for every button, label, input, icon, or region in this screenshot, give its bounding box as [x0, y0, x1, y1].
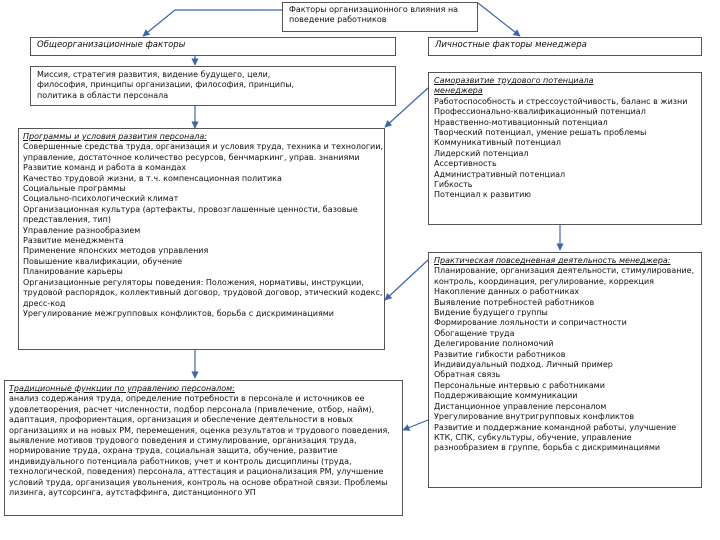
- practical-line: Формирование лояльности и сопричастности: [434, 318, 627, 328]
- practical-line: Накопление данных о работниках: [434, 287, 580, 297]
- self-dev-line: Лидерский потенциал: [434, 148, 529, 158]
- self-dev-line: Творческий потенциал, умение решать проблемы: [434, 128, 647, 138]
- practical-line: Развитие гибкости работников: [434, 349, 566, 359]
- self-dev-line: Работоспособность и стрессоустойчивость, баланс в жизни: [434, 96, 688, 106]
- programs-line: Развитие команд и работа в командах: [23, 163, 187, 173]
- title-line: Факторы организационного влияния на: [289, 5, 459, 14]
- traditional-line: удовлетворения, расчет численности, подбор персонала (привлечение, отбор, найм),: [9, 404, 375, 414]
- traditional-line: адаптация, профориентация, организация и обеспечение деятельности в новых: [9, 415, 354, 425]
- programs-line: Развитие менеджмента: [23, 236, 124, 246]
- self-dev-line: Коммуникативный потенциал: [434, 138, 562, 148]
- programs-line: Организационные регуляторы поведения: Положения, нормативы, инструкции,: [23, 277, 364, 287]
- mission-line: политика в области персонала: [37, 90, 169, 100]
- programs-line: управление, достаточное количество ресурсов, бенчмаркинг, управ. знаниями: [23, 152, 360, 162]
- traditional-line: лизинга, аутсорсинга, аутстаффинга, дистанционного УП: [9, 488, 256, 498]
- programs-box: [18, 128, 385, 350]
- self-development-box: [428, 72, 702, 225]
- org-factors-header: [30, 37, 396, 56]
- traditional-line: технологической, поведения) персонала, аттестация и рационализация РМ, улучшение: [9, 467, 384, 477]
- practical-activity-box: [428, 252, 702, 488]
- self-dev-line: Гибкость: [434, 180, 473, 190]
- programs-line: Качество трудовой жизни, в т.ч. компенсационная политика: [23, 173, 282, 183]
- programs-line: Организационная культура (артефакты, провозглашенные ценности, базовые: [23, 204, 358, 214]
- programs-line: трудовой распорядок, коллективный договор, трудовой договор, этический кодекс,: [23, 288, 383, 298]
- mission-box: [30, 66, 396, 106]
- traditional-line: нормирование труда, охрана труда, социальная защита, обучение, развитие: [9, 446, 338, 456]
- practical-line: Видение будущего группы: [434, 308, 548, 318]
- self-dev-line: Ассертивность: [434, 159, 497, 169]
- practical-line: Индивидуальный подход. Личный пример: [434, 360, 613, 370]
- traditional-heading: Традиционные функции по управлению персоналом:: [9, 384, 235, 393]
- programs-line: Урегулирование межгрупповых конфликтов, борьба с дискриминациями: [23, 308, 334, 318]
- practical-line: Дистанционное управление персоналом: [434, 401, 607, 411]
- programs-line: Планирование карьеры: [23, 267, 123, 277]
- traditional-line: условий труда, организация увольнения, контроль на основе обратной связи. Проблемы: [9, 477, 388, 487]
- practical-line: Выявление потребностей работников: [434, 297, 595, 307]
- practical-line: Планирование, организация деятельности, стимулирование,: [434, 266, 695, 276]
- programs-line: Социально-психологический климат: [23, 194, 179, 204]
- programs-line: дресс-код: [23, 298, 66, 308]
- arrow-title-to-personal: [478, 3, 520, 36]
- practical-line: Развитие и поддержание командной работы, улучшение: [434, 422, 677, 432]
- title-line: поведение работников: [289, 15, 387, 25]
- programs-line: Совершенные средства труда, организация и условия труда, техника и технологии,: [23, 142, 383, 152]
- practical-line: Персональные интервью с работниками: [434, 380, 605, 390]
- title-box: [282, 2, 478, 32]
- programs-heading: Программы и условия развития персонала:: [23, 132, 207, 141]
- practical-heading: Практическая повседневная деятельность менеджера:: [434, 256, 671, 265]
- self-dev-line: Административный потенциал: [434, 169, 566, 179]
- practical-line: Обогащение труда: [434, 328, 515, 338]
- practical-line: Делегирование полномочий: [434, 339, 554, 349]
- traditional-line: организациях и на новых РМ, перемещения, оценка результатов и трудового поведения,: [9, 425, 390, 435]
- practical-line: разнообразием в группе, борьба с дискриминациями: [434, 443, 661, 453]
- practical-line: Поддерживающие коммуникации: [434, 391, 578, 401]
- programs-line: Социальные программы: [23, 184, 126, 194]
- arrow-practical-to-traditional: [403, 420, 428, 430]
- traditional-functions-box: [4, 380, 403, 516]
- self-dev-heading: Саморазвитие трудового потенциала: [434, 76, 594, 85]
- personal-factors-header: [428, 37, 702, 56]
- practical-line: КТК, СПК, субкультуры, обучение, управление: [434, 432, 632, 442]
- programs-line: представления, тип): [23, 215, 112, 225]
- practical-line: контроль, координация, регулирование, коррекция: [434, 276, 654, 286]
- self-dev-line: Нравственно-мотивационный потенциал: [434, 117, 608, 127]
- programs-line: Повышение квалификации, обучение: [23, 256, 183, 266]
- arrow-title-to-org: [143, 10, 282, 36]
- org-factors-header-label: Общеорганизационные факторы: [37, 40, 186, 50]
- mission-line: Миссия, стратегия развития, видение будущего, цели,: [37, 70, 271, 79]
- practical-line: Обратная связь: [434, 370, 501, 380]
- traditional-line: индивидуального потенциала работников, учет и контроль дисциплины (труда,: [9, 456, 352, 466]
- self-dev-line: Профессионально-квалификационный потенциал: [434, 107, 646, 117]
- mission-line: философия, принципы организации, философия, принципы,: [37, 80, 295, 90]
- programs-line: Применение японских методов управления: [23, 246, 209, 256]
- practical-line: Урегулирование внутригрупповых конфликтов: [434, 412, 635, 422]
- programs-line: Управление разнообразием: [23, 225, 141, 235]
- self-dev-line: Потенциал к развитию: [434, 190, 532, 200]
- arrow-practical-to-programs: [385, 260, 428, 300]
- traditional-line: выявление мотивов трудового поведения и стимулирование, организация труда,: [9, 436, 357, 446]
- traditional-line: анализ содержания труда, определение потребности в персонале и источников ее: [9, 394, 365, 404]
- self-dev-heading: менеджера: [434, 86, 483, 96]
- personal-factors-header-label: Личностные факторы менеджера: [435, 40, 587, 50]
